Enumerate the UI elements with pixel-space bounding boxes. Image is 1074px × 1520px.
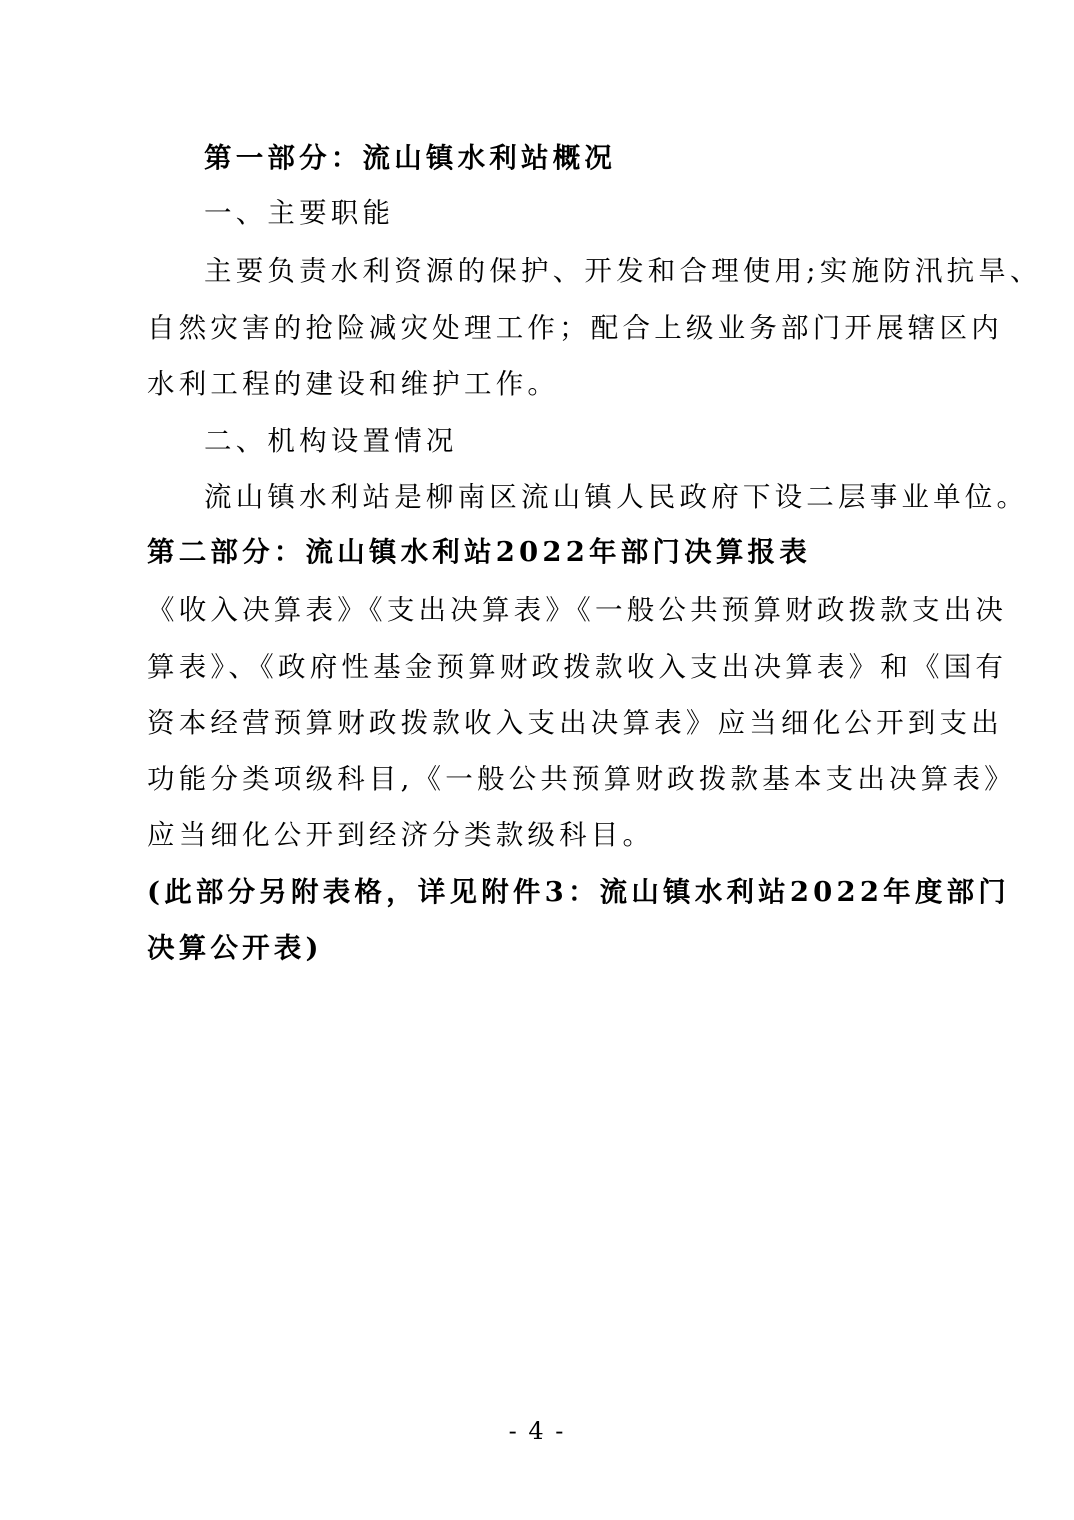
part2-heading: 第二部分：流山镇水利站2022年部门决算报表 <box>147 536 811 568</box>
part2-body-line-5: 应当细化公开到经济分类款级科目。 <box>147 819 655 851</box>
attachment-note-line-2: 决算公开表) <box>147 932 323 964</box>
section2-body: 流山镇水利站是柳南区流山镇人民政府下设二层事业单位。 <box>204 481 1029 513</box>
section1-body-line-1: 主要负责水利资源的保护、开发和合理使用;实施防汛抗旱、 <box>204 255 1042 287</box>
part2-body-line-2: 算表》、《政府性基金预算财政拨款收入支出决算表》和《国有 <box>147 651 1008 683</box>
section1-body-line-3: 水利工程的建设和维护工作。 <box>147 368 560 400</box>
section1-title: 一、主要职能 <box>204 197 395 229</box>
section1-body-line-2: 自然灾害的抢险减灾处理工作；配合上级业务部门开展辖区内 <box>147 312 1003 344</box>
part1-heading: 第一部分：流山镇水利站概况 <box>204 142 617 174</box>
part2-body-line-4: 功能分类项级科目,《一般公共预算财政拨款基本支出决算表》 <box>147 763 1016 795</box>
section2-title: 二、机构设置情况 <box>204 425 458 457</box>
page-number: - 4 - <box>508 1417 566 1445</box>
attachment-note-line-1: (此部分另附表格，详见附件3：流山镇水利站2022年度部门 <box>147 876 1010 908</box>
part2-body-line-3: 资本经营预算财政拨款收入支出决算表》应当细化公开到支出 <box>147 707 1003 739</box>
part2-body-line-1: 《收入决算表》《支出决算表》《一般公共预算财政拨款支出决 <box>147 594 1008 626</box>
